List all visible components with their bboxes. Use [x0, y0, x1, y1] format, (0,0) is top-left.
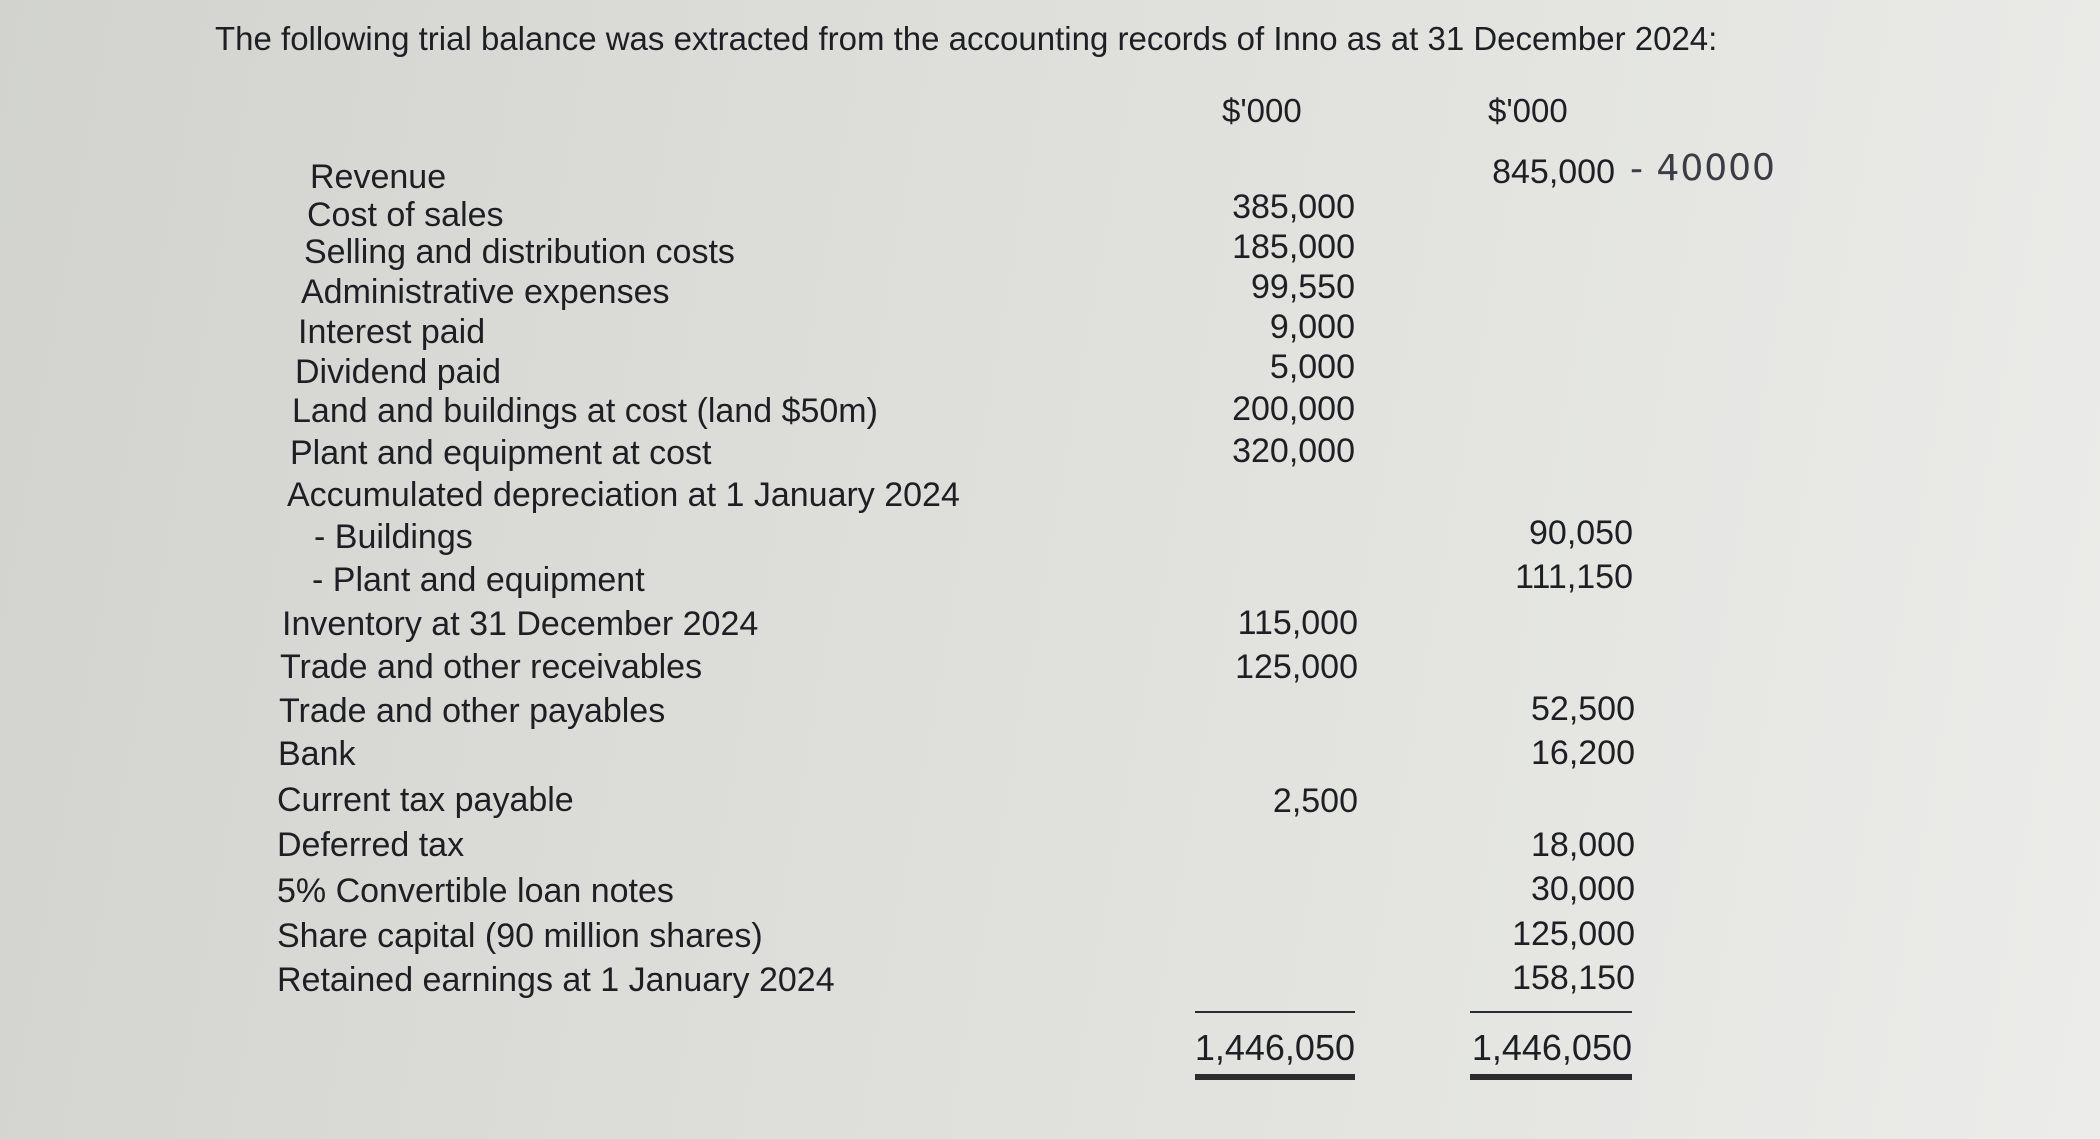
row-label-trade-payables: Trade and other payables — [279, 692, 666, 730]
debit-admin-expenses: 99,550 — [1251, 268, 1355, 306]
credit-revenue: 845,000 — [1492, 153, 1615, 191]
credit-trade-payables: 52,500 — [1531, 690, 1635, 728]
debit-inventory: 115,000 — [1237, 604, 1358, 642]
row-label-bank: Bank — [278, 735, 356, 773]
row-label-inventory: Inventory at 31 December 2024 — [282, 605, 759, 643]
credit-deferred-tax: 18,000 — [1531, 826, 1635, 864]
credit-total-underline — [1470, 1074, 1632, 1080]
debit-total-underline — [1195, 1074, 1355, 1080]
row-label-deferred-tax: Deferred tax — [277, 826, 465, 864]
debit-total: 1,446,050 — [1194, 1027, 1355, 1068]
credit-depreciation-plant: 111,150 — [1515, 558, 1633, 596]
row-label-revenue: Revenue — [310, 158, 447, 196]
debit-current-tax: 2,500 — [1272, 782, 1358, 820]
credit-retained-earnings: 158,150 — [1512, 959, 1635, 997]
row-label-current-tax: Current tax payable — [277, 781, 574, 819]
row-label-convertible-loan-notes: 5% Convertible loan notes — [277, 872, 674, 910]
row-label-retained-earnings: Retained earnings at 1 January 2024 — [277, 961, 835, 999]
row-label-accumulated-depreciation: Accumulated depreciation at 1 January 2024 — [287, 476, 960, 514]
credit-total: 1,446,050 — [1471, 1027, 1632, 1068]
credit-convertible-loan-notes: 30,000 — [1531, 870, 1635, 908]
credit-column-header: $'000 — [1488, 92, 1568, 129]
row-label-cost-of-sales: Cost of sales — [307, 196, 504, 234]
intro-text: The following trial balance was extracted from the accounting records of Inno as at 31 December 2024: — [215, 20, 1718, 57]
credit-bank: 16,200 — [1531, 734, 1635, 772]
row-label-interest-paid: Interest paid — [298, 313, 486, 351]
debit-trade-receivables: 125,000 — [1235, 648, 1358, 686]
debit-land-buildings: 200,000 — [1232, 390, 1355, 428]
debit-dividend-paid: 5,000 — [1269, 348, 1355, 386]
row-label-trade-receivables: Trade and other receivables — [280, 648, 703, 686]
debit-selling-distribution: 185,000 — [1232, 228, 1355, 266]
credit-subtotal-rule — [1470, 1011, 1632, 1013]
row-label-land-buildings: Land and buildings at cost (land $50m) — [292, 392, 878, 430]
row-label-depreciation-plant: - Plant and equipment — [312, 561, 645, 599]
handwritten-adjustment: - 40000 — [1629, 147, 1777, 190]
row-label-depreciation-buildings: - Buildings — [314, 518, 473, 556]
row-label-plant-equipment-cost: Plant and equipment at cost — [290, 434, 712, 472]
credit-share-capital: 125,000 — [1512, 915, 1635, 953]
row-label-share-capital: Share capital (90 million shares) — [277, 917, 763, 955]
debit-column-header: $'000 — [1222, 92, 1302, 129]
credit-depreciation-buildings: 90,050 — [1529, 514, 1633, 552]
row-label-admin-expenses: Administrative expenses — [301, 273, 670, 311]
debit-interest-paid: 9,000 — [1269, 308, 1355, 346]
debit-subtotal-rule — [1195, 1011, 1355, 1013]
row-label-dividend-paid: Dividend paid — [295, 353, 502, 391]
debit-plant-equipment-cost: 320,000 — [1232, 432, 1355, 470]
row-label-selling-distribution: Selling and distribution costs — [304, 233, 735, 271]
debit-cost-of-sales: 385,000 — [1232, 188, 1355, 226]
